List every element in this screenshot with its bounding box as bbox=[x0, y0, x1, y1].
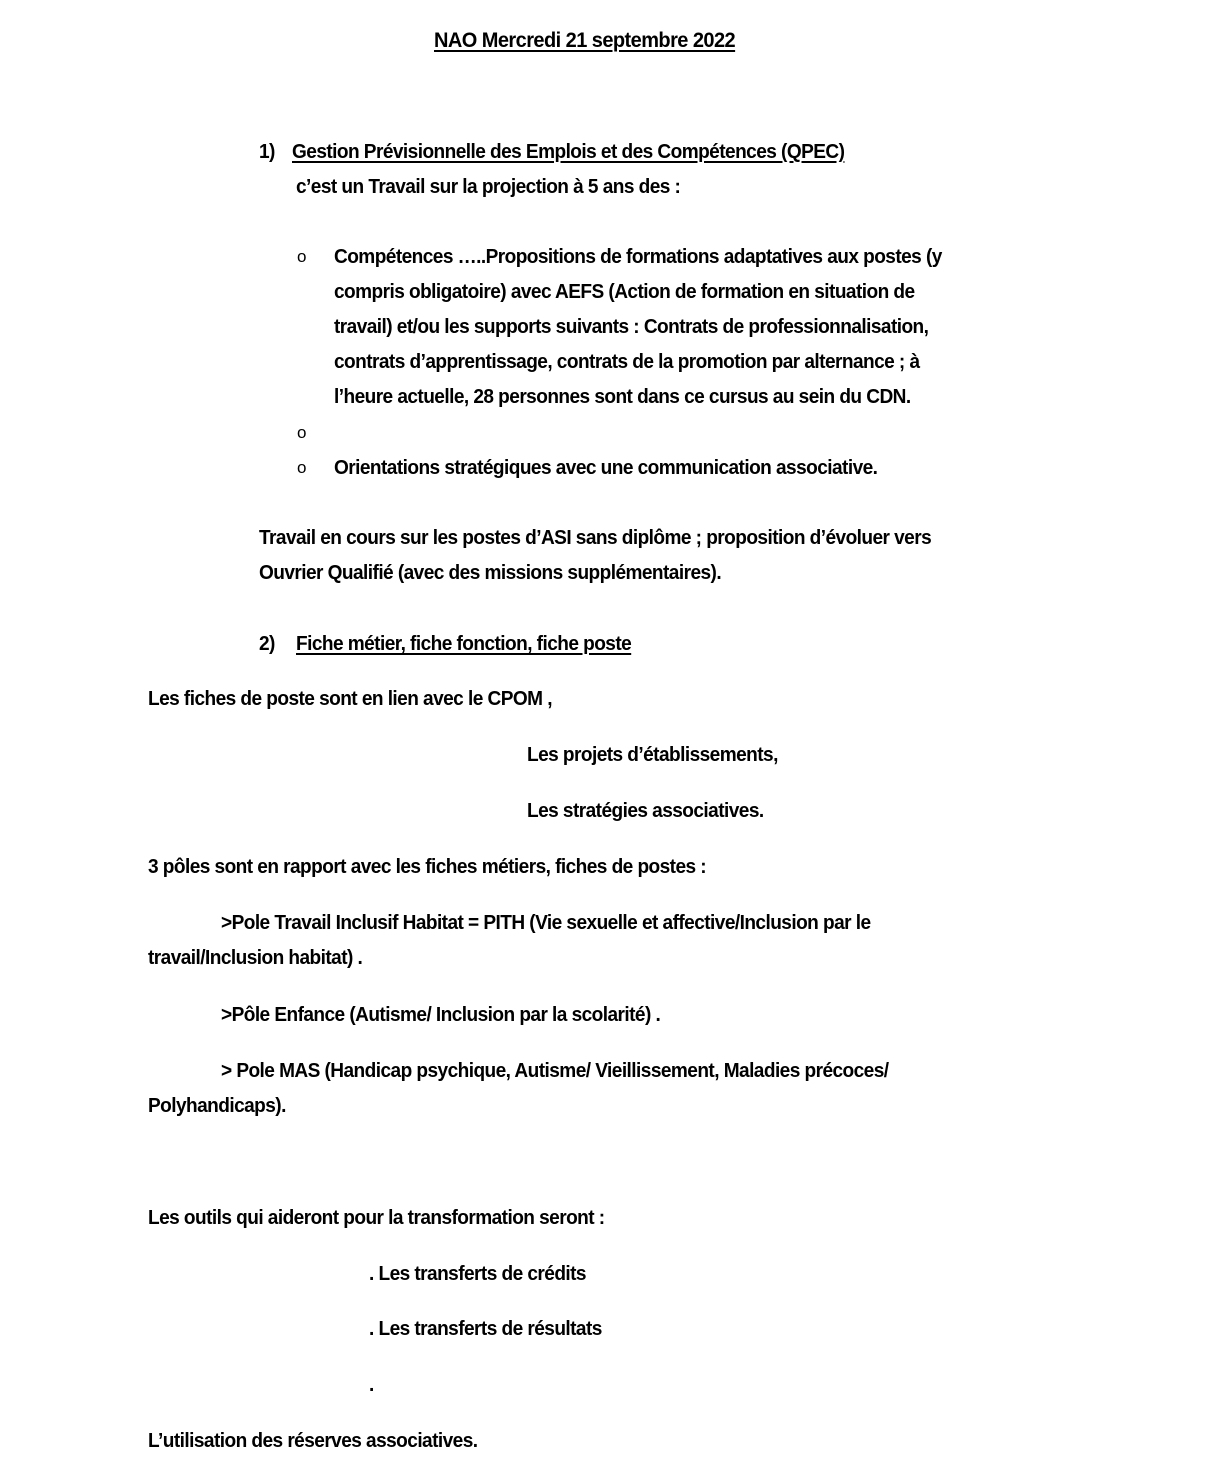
outils-item: . bbox=[369, 1373, 374, 1396]
fiches-item: Les projets d’établissements, bbox=[527, 743, 778, 766]
section1-intro: c’est un Travail sur la projection à 5 ans des : bbox=[296, 175, 681, 198]
bullet1-line: l’heure actuelle, 28 personnes sont dans ce cursus au sein du CDN. bbox=[334, 385, 911, 408]
bullet-marker-circle-icon: o bbox=[297, 458, 307, 477]
section2-heading: Fiche métier, fiche fonction, fiche poste bbox=[296, 632, 632, 655]
bullet3-line: Orientations stratégiques avec une communication associative. bbox=[334, 456, 878, 479]
section1-number: 1) bbox=[259, 140, 275, 163]
bullet1-line: Compétences …..Propositions de formations adaptatives aux postes (y bbox=[334, 245, 942, 268]
fiches-intro: Les fiches de poste sont en lien avec le CPOM , bbox=[148, 687, 552, 710]
pole2-line: >Pôle Enfance (Autisme/ Inclusion par la scolarité) . bbox=[221, 1003, 661, 1026]
pole1-line: >Pole Travail Inclusif Habitat = PITH (Vie sexuelle et affective/Inclusion par le bbox=[221, 911, 871, 934]
pole3-line: > Pole MAS (Handicap psychique, Autisme/ Vieillissement, Maladies précoces/ bbox=[221, 1059, 889, 1082]
bullet-marker-circle-icon: o bbox=[297, 423, 307, 442]
outils-item: . Les transferts de crédits bbox=[369, 1262, 586, 1285]
poles-intro: 3 pôles sont en rapport avec les fiches métiers, fiches de postes : bbox=[148, 855, 707, 878]
bullet1-line: travail) et/ou les supports suivants : Contrats de professionnalisation, bbox=[334, 315, 929, 338]
bullet-marker-circle-icon: o bbox=[297, 247, 307, 266]
pole1-line: travail/Inclusion habitat) . bbox=[148, 946, 363, 969]
fiches-item: Les stratégies associatives. bbox=[527, 799, 764, 822]
section1-note-line: Travail en cours sur les postes d’ASI sans diplôme ; proposition d’évoluer vers bbox=[259, 526, 932, 549]
section1-note-line: Ouvrier Qualifié (avec des missions supplémentaires). bbox=[259, 561, 722, 584]
outils-item: . Les transferts de résultats bbox=[369, 1317, 602, 1340]
outils-intro: Les outils qui aideront pour la transformation seront : bbox=[148, 1206, 605, 1229]
outils-last: L’utilisation des réserves associatives. bbox=[148, 1429, 478, 1452]
section1-heading: Gestion Prévisionnelle des Emplois et des Compétences (QPEC) bbox=[292, 140, 845, 163]
bullet1-line: contrats d’apprentissage, contrats de la promotion par alternance ; à bbox=[334, 350, 920, 373]
document-title: NAO Mercredi 21 septembre 2022 bbox=[434, 28, 736, 52]
pole3-line: Polyhandicaps). bbox=[148, 1094, 286, 1117]
section2-number: 2) bbox=[259, 632, 275, 655]
bullet1-line: compris obligatoire) avec AEFS (Action de formation en situation de bbox=[334, 280, 915, 303]
